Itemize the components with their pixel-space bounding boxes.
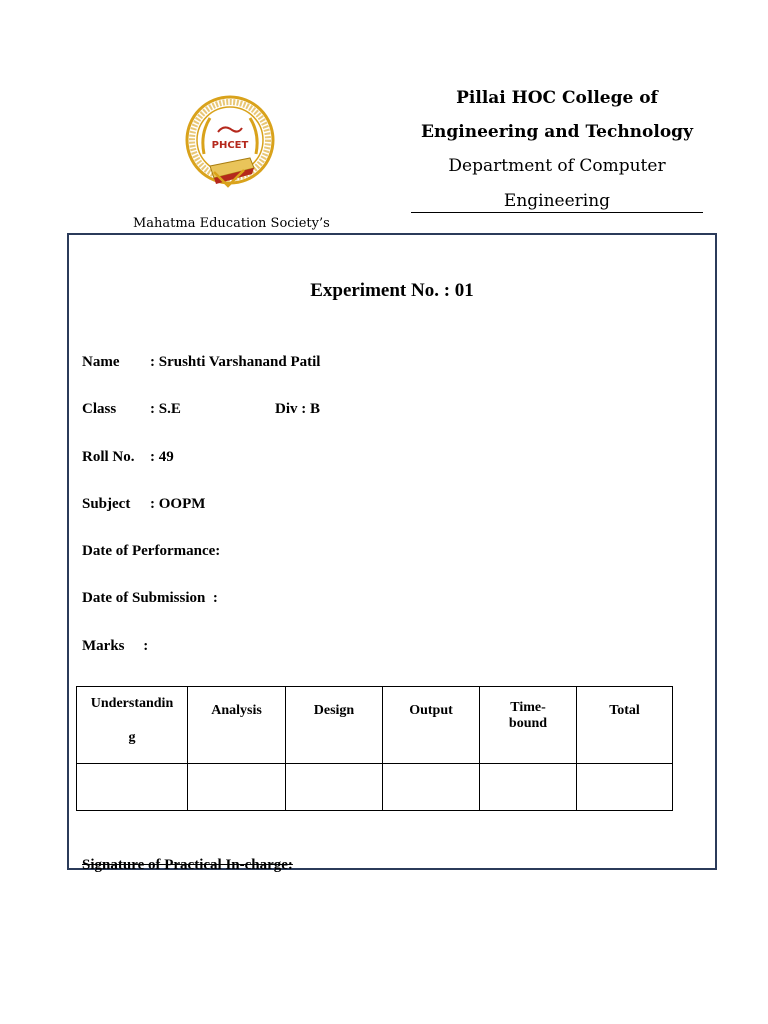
college-name-line-2: Engineering and Technology — [421, 122, 693, 142]
header-timebound-part2: bound — [508, 716, 548, 731]
header-timebound-part1: Time- — [510, 700, 546, 715]
value-cell-timebound — [480, 764, 577, 811]
header-cell-total — [577, 687, 673, 764]
department-line-1: Department of Computer — [448, 156, 666, 176]
name-label: Name — [82, 354, 120, 370]
header-total: Total — [609, 703, 640, 718]
signature-label: Signature of Practical In-charge: — [82, 857, 293, 873]
div-value: Div : B — [275, 401, 320, 417]
experiment-title: Experiment No. : 01 — [310, 280, 474, 301]
society-name: Mahatma Education Society’s — [133, 216, 330, 231]
header-understanding-part1: Understandin — [90, 696, 174, 711]
header-output: Output — [409, 703, 453, 718]
name-value: : Srushti Varshanand Patil — [150, 354, 321, 370]
date-of-performance-label: Date of Performance: — [82, 543, 221, 559]
college-logo — [184, 94, 276, 194]
college-name-line-1: Pillai HOC College of — [456, 88, 658, 108]
header-cell-analysis — [188, 687, 286, 764]
roll-label: Roll No. — [82, 449, 135, 465]
subject-value: : OOPM — [150, 496, 206, 512]
value-cell-analysis — [188, 764, 286, 811]
header-cell-timebound — [480, 687, 577, 764]
header-divider — [411, 212, 703, 213]
value-cell-total — [577, 764, 673, 811]
value-cell-design — [286, 764, 383, 811]
marks-table-value-row — [77, 764, 673, 811]
marks-label: Marks : — [82, 638, 149, 654]
marks-table-header-row — [77, 687, 673, 764]
value-cell-output — [383, 764, 480, 811]
header-design: Design — [313, 703, 355, 718]
header-cell-design — [286, 687, 383, 764]
header-understanding-part2: g — [128, 730, 136, 745]
roll-value: : 49 — [150, 449, 174, 465]
subject-label: Subject — [82, 496, 131, 512]
value-cell-understanding — [77, 764, 188, 811]
header-cell-output — [383, 687, 480, 764]
svg-text:PHCET: PHCET — [211, 140, 249, 151]
department-line-2: Engineering — [503, 191, 611, 211]
class-value: : S.E — [150, 401, 181, 417]
class-label: Class — [82, 401, 117, 417]
marks-table — [76, 686, 673, 811]
header-analysis: Analysis — [211, 703, 262, 718]
date-of-submission-label: Date of Submission : — [82, 590, 218, 606]
header-cell-understanding — [77, 687, 188, 764]
